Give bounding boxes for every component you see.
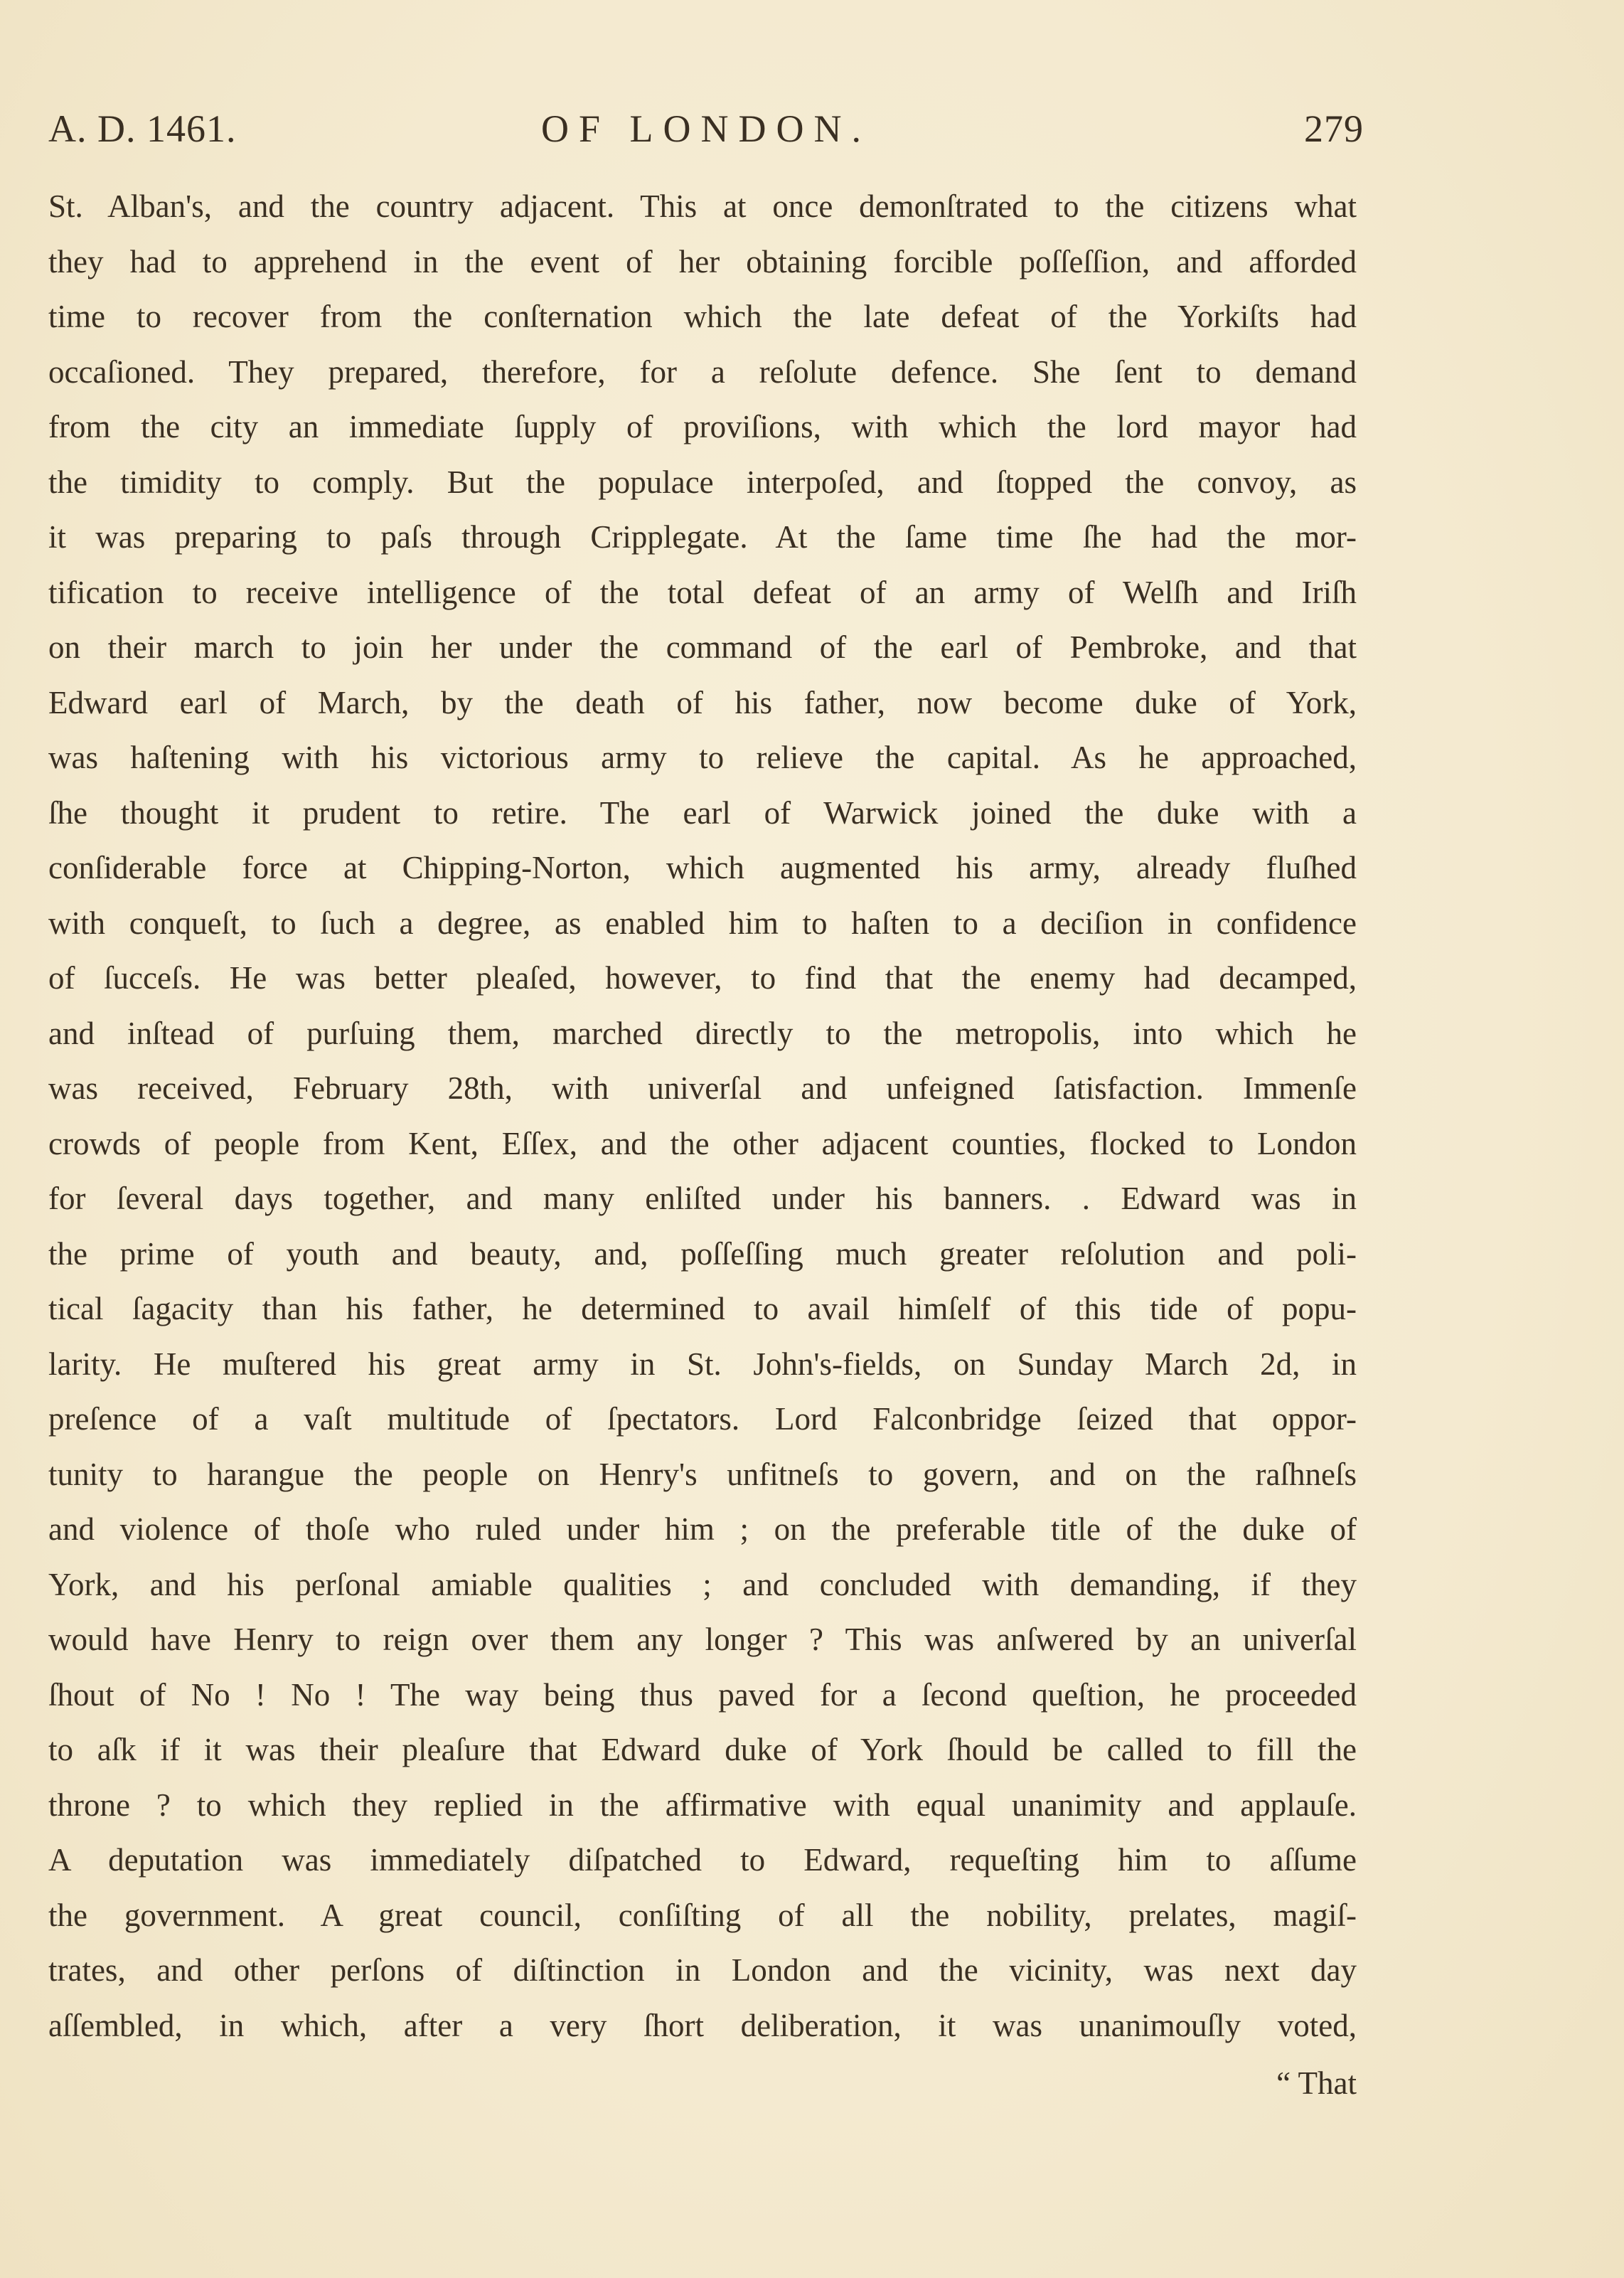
text-line: time to recover from the conſternation which the late defeat of the Yorkiſts had [48,299,1357,334]
text-line: the prime of youth and beauty, and, poſſeſſing much greater reſolution and poli- [48,1235,1357,1272]
text-line: was haſtening with his victorious army to relieve the capital. As he approached, [48,740,1357,775]
text-line: tical ſagacity than his father, he determined to avail himſelf of this tide of popu- [48,1291,1357,1326]
body-text [48,179,1357,2053]
text-line: Edward earl of March, by the death of his father, now become duke of York, [48,684,1357,720]
text-line: from the city an immediate ſupply of proviſions, with which the lord mayor had [48,409,1357,445]
catchword: “ That [1276,2065,1357,2101]
text-line: larity. He muſtered his great army in St. John's-fields, on Sunday March 2d, in [48,1346,1357,1382]
header-date: A. D. 1461. [48,107,237,150]
text-line: with conqueſt, to ſuch a degree, as enabled him to haſten to a deciſion in confidence [48,905,1357,941]
text-line: St. Alban's, and the country adjacent. This at once demonſtrated to the citizens what [48,188,1357,224]
text-line: to aſk if it was their pleaſure that Edward duke of York ſhould be called to fill the [48,1732,1357,1767]
text-line: would have Henry to reign over them any longer ? This was anſwered by an univerſal [48,1622,1357,1657]
text-line: trates, and other perſons of diſtinction in London and the vicinity, was next day [48,1952,1357,1988]
text-line: tunity to harangue the people on Henry's unfitneſs to govern, and on the raſhneſs [48,1456,1357,1492]
text-line: of ſucceſs. He was better pleaſed, however, to find that the enemy had decamped, [48,960,1357,996]
running-header [48,107,1364,164]
text-line: ſhe thought it prudent to retire. The earl of Warwick joined the duke with a [48,794,1357,831]
text-line: ſhout of No ! No ! The way being thus paved for a ſecond queſtion, he proceeded [48,1676,1357,1713]
text-line: the government. A great council, conſiſting of all the nobility, prelates, magiſ- [48,1897,1357,1933]
text-line: conſiderable force at Chipping-Norton, which augmented his army, already fluſhed [48,850,1357,885]
text-line: and violence of thoſe who ruled under him ; on the preferable title of the duke of [48,1511,1357,1547]
header-title: OF LONDON. [541,107,871,150]
text-line: was received, February 28th, with univerſal and unfeigned ſatisfaction. Immenſe [48,1070,1357,1106]
text-line: occaſioned. They prepared, therefore, for a reſolute defence. She ſent to demand [48,353,1357,390]
text-line: preſence of a vaſt multitude of ſpectators. Lord Falconbridge ſeized that oppor- [48,1401,1357,1437]
text-line: they had to apprehend in the event of her obtaining forcible poſſeſſion, and afforded [48,243,1357,280]
page-number: 279 [1304,107,1364,150]
text-line: for ſeveral days together, and many enliſted under his banners. . Edward was in [48,1181,1357,1216]
text-line: on their march to join her under the command of the earl of Pembroke, and that [48,629,1357,665]
text-line: and inſtead of purſuing them, marched directly to the metropolis, into which he [48,1015,1357,1051]
text-line: throne ? to which they replied in the affirmative with equal unanimity and applauſe. [48,1787,1357,1823]
text-line: crowds of people from Kent, Eſſex, and the other adjacent counties, flocked to London [48,1125,1357,1161]
text-line: A deputation was immediately diſpatched to Edward, requeſting him to aſſume [48,1842,1357,1878]
text-line: York, and his perſonal amiable qualities ; and concluded with demanding, if they [48,1566,1357,1602]
text-line: it was preparing to paſs through Cripplegate. At the ſame time ſhe had the mor- [48,519,1357,555]
text-line: tification to receive intelligence of the total defeat of an army of Welſh and Iriſh [48,574,1357,610]
text-line: the timidity to comply. But the populace interpoſed, and ſtopped the convoy, as [48,464,1357,500]
text-line: aſſembled, in which, after a very ſhort deliberation, it was unanimouſly voted, [48,2007,1357,2043]
